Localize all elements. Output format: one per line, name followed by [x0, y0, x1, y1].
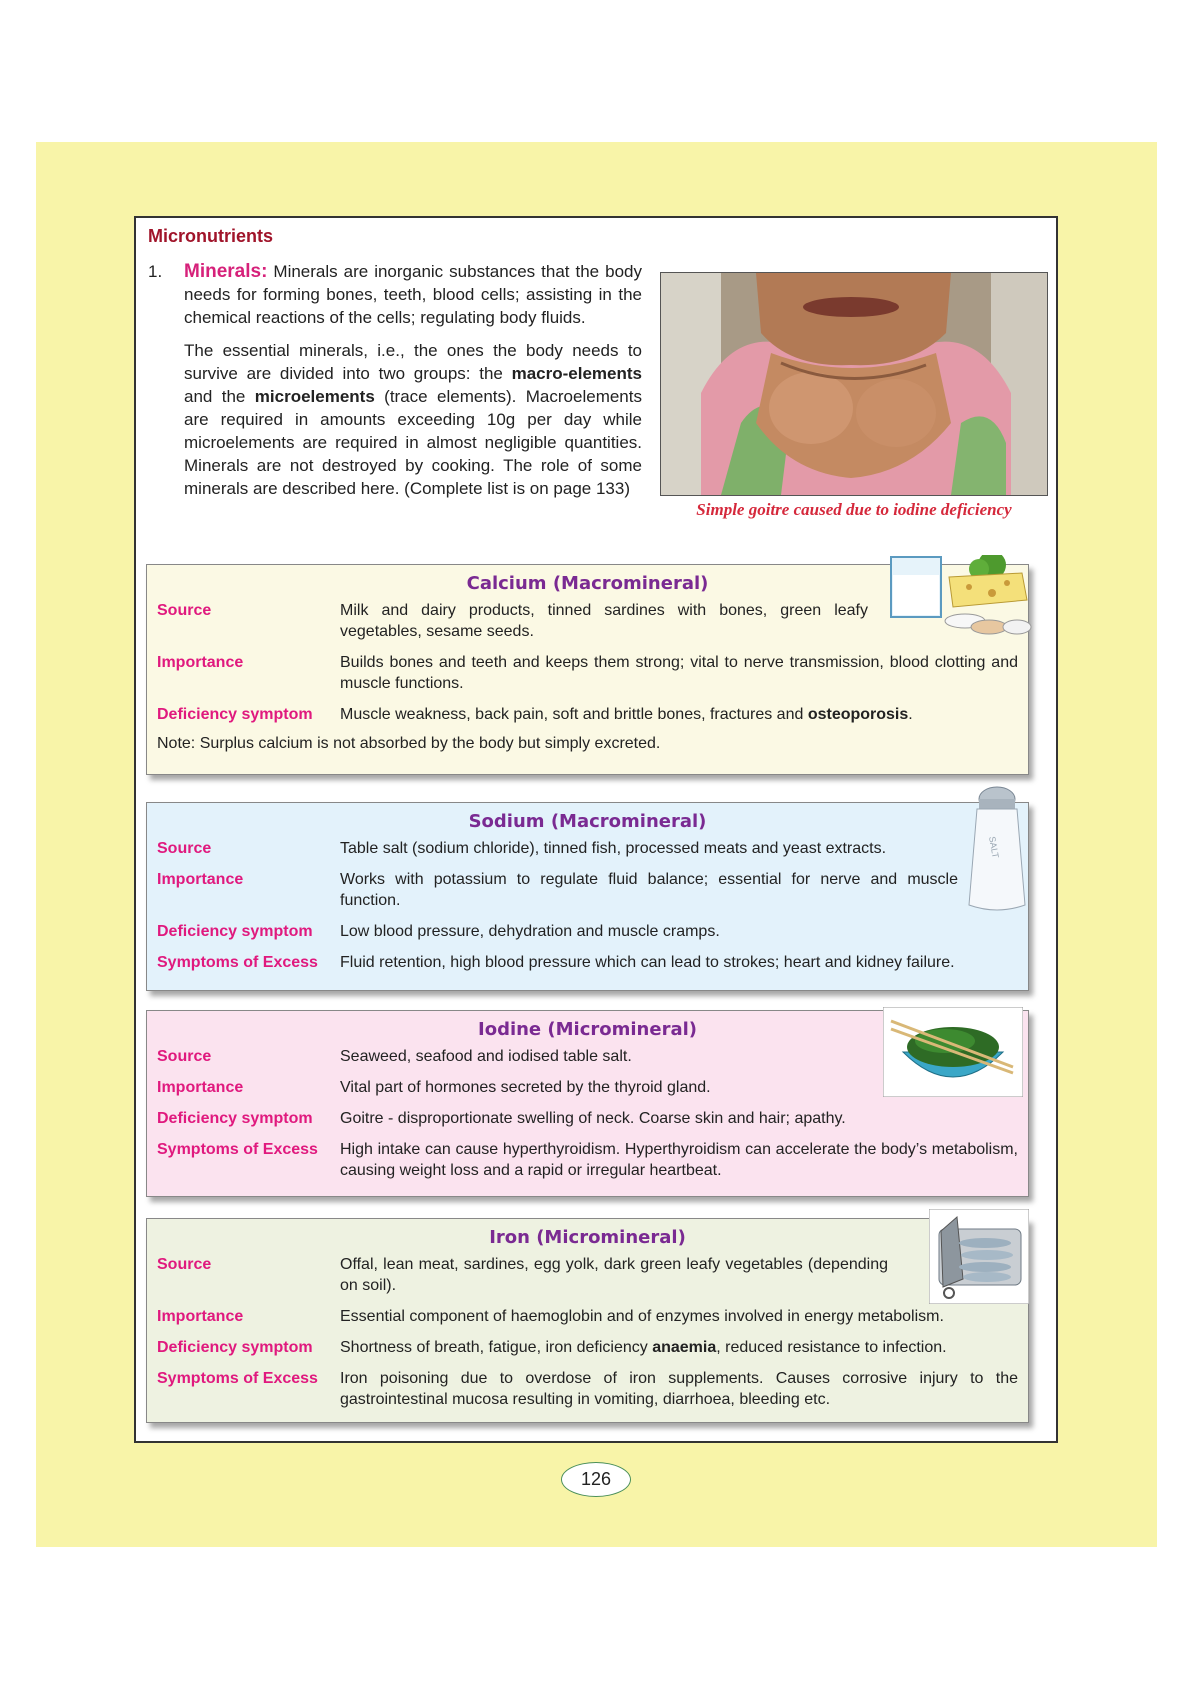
svg-text:SALT: SALT — [987, 835, 1001, 859]
seaweed-bowl-illustration — [883, 1007, 1023, 1097]
iodine-source-row: Source Seaweed, seafood and iodised table salt. — [157, 1048, 632, 1065]
sodium-deficiency-row: Deficiency symptom Low blood pressure, dehydration and muscle cramps. — [157, 923, 720, 940]
iron-source-row: Source Offal, lean meat, sardines, egg yolk, dark green leafy vegetables (depending on soil). — [157, 1256, 888, 1294]
minerals-intro — [148, 260, 642, 510]
sodium-source-row: Source Table salt (sodium chloride), tinned fish, processed meats and yeast extracts. — [157, 840, 887, 857]
calcium-source-row: Source Milk and dairy products, tinned sardines with bones, green leafy vegetables, sesame seeds. — [157, 602, 868, 640]
list-number: 1. — [148, 262, 163, 281]
iodine-excess-row: Symptoms of Excess High intake can cause hyperthyroidism. Hyperthyroidism can accelerate the body’s metabolism, causing weight loss and a rapid or irregular heartbeat. — [157, 1141, 1018, 1179]
sodium-box — [146, 802, 1029, 991]
iron-box — [146, 1218, 1029, 1423]
iodine-title: Iodine (Micromineral) — [478, 1019, 697, 1040]
sardine-tin-illustration — [929, 1209, 1029, 1304]
content-frame — [134, 216, 1058, 1443]
iron-deficiency-row: Deficiency symptom Shortness of breath, fatigue, iron deficiency anaemia, reduced resistance to infection. — [157, 1339, 947, 1356]
calcium-importance-row: Importance Builds bones and teeth and keeps them strong; vital to nerve transmission, blood clotting and muscle functions. — [157, 654, 1018, 692]
minerals-lead: Minerals: — [184, 261, 268, 282]
calcium-deficiency-row: Deficiency symptom Muscle weakness, back pain, soft and brittle bones, fractures and osteoporosis. — [157, 706, 913, 723]
calcium-title: Calcium (Macromineral) — [466, 573, 709, 594]
minerals-paragraph-1: Minerals: Minerals are inorganic substances that the body needs for forming bones, teeth, blood cells; assisting in the chemical reactions of the cells; regulating body fluids. — [184, 261, 642, 327]
goitre-photo — [660, 272, 1048, 496]
iron-importance-row: Importance Essential component of haemoglobin and of enzymes involved in energy metabolism. — [157, 1308, 944, 1325]
calcium-box — [146, 564, 1029, 775]
iodine-deficiency-row: Deficiency symptom Goitre - disproportionate swelling of neck. Coarse skin and hair; apathy. — [157, 1110, 846, 1127]
iron-title: Iron (Micromineral) — [489, 1227, 686, 1248]
sodium-importance-row: Importance Works with potassium to regulate fluid balance; essential for nerve and muscle function. — [157, 871, 958, 909]
sodium-excess-row: Symptoms of Excess Fluid retention, high blood pressure which can lead to strokes; heart and kidney failure. — [157, 954, 955, 971]
minerals-paragraph-2: The essential minerals, i.e., the ones the body needs to survive are divided into two groups: the macro-elements and the microelements (trace elements). Macroelements are required in amounts exceeding 10g per day while microelements are required in almost negligible quantities. Minerals are not destroyed by cooking. The role of some minerals are described here. (Complete list is on page 133) — [184, 341, 642, 498]
iodine-importance-row: Importance Vital part of hormones secreted by the thyroid gland. — [157, 1079, 711, 1096]
dairy-illustration — [887, 555, 1032, 645]
iron-excess-row: Symptoms of Excess Iron poisoning due to overdose of iron supplements. Causes corrosive injury to the gastrointestinal mucosa resulting in vomiting, diarrhoea, bleeding etc. — [157, 1370, 1018, 1408]
section-title: Micronutrients — [148, 226, 274, 246]
salt-shaker-illustration — [967, 785, 1027, 915]
calcium-note: Note: Surplus calcium is not absorbed by the body but simply excreted. — [157, 735, 661, 752]
sodium-title: Sodium (Macromineral) — [468, 811, 707, 832]
iodine-box — [146, 1010, 1029, 1197]
page-number: 126 — [561, 1462, 631, 1497]
photo-caption: Simple goitre caused due to iodine deficiency — [696, 500, 1012, 519]
